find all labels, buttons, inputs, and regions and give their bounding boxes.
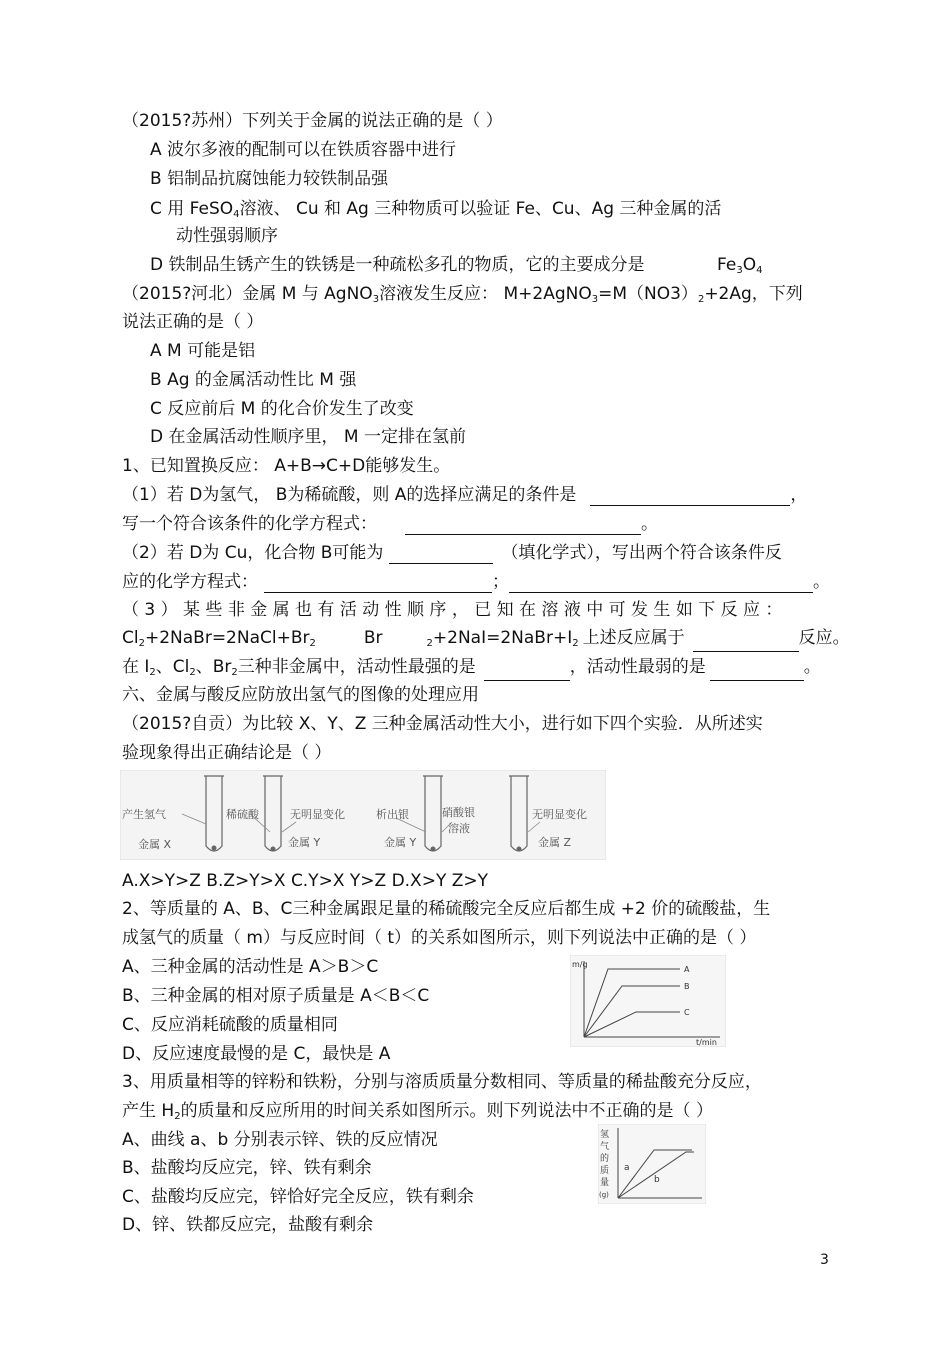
- q3-graph: [598, 1124, 706, 1204]
- y-axis-label-char: 量: [600, 1178, 610, 1188]
- fig-label: 金属 Z: [538, 836, 572, 849]
- q-suzhou-option-b: B 铝制品抗腐蚀能力较铁制品强: [150, 169, 389, 189]
- q1-part3-line2: [122, 627, 850, 652]
- text-run: 反应。: [798, 628, 850, 648]
- text-run: 溶液、 Cu 和 Ag 三种物质可以验证 Fe、Cu、Ag 三种金属的活: [239, 199, 722, 219]
- q2-stem-cont: 成氢气的质量（ m）与反应时间（ t）的关系如图所示，则下列说法中正确的是（ ）: [122, 928, 757, 948]
- test-tube-figure: [120, 770, 606, 860]
- q2-option-b: B、三种金属的相对原子质量是 A＜B＜C: [122, 986, 430, 1006]
- subscript: 2: [174, 1111, 181, 1122]
- subscript: 3: [591, 294, 599, 305]
- text-run: =M（NO: [598, 284, 671, 304]
- y-axis-label: m/g: [572, 960, 588, 969]
- text-run: Fe: [717, 255, 737, 275]
- fig-label: 稀硫酸: [226, 808, 259, 821]
- text-run: ，活动性最弱的是: [569, 657, 706, 677]
- q-zigong-stem-cont: 验现象得出正确结论是（ ）: [122, 743, 332, 763]
- y-axis-label-char: 氢: [600, 1130, 610, 1140]
- subscript: 2: [572, 638, 579, 649]
- answer-blank[interactable]: [693, 633, 799, 652]
- q1-part3-line1: （3）某些非金属也有活动性顺序，已知在溶液中可发生如下反应：: [122, 600, 788, 620]
- y-axis-label-char: 质: [600, 1166, 610, 1176]
- q1-stem: 1、已知置换反应： A+B→C+D能够发生。: [122, 456, 451, 476]
- text-run: 的质量和反应所用的时间关系如图所示。则下列说法中不正确的是（ ）: [180, 1101, 713, 1121]
- q-suzhou-option-a: A 波尔多液的配制可以在铁质容器中进行: [150, 140, 457, 160]
- q-suzhou-option-d: D 铁制品生锈产生的铁锈是一种疏松多孔的物质，它的主要成分是: [150, 255, 645, 275]
- fig-label: 无明显变化: [532, 808, 587, 821]
- text-run: （2015?河北）金属 M 与 AgNO: [122, 284, 373, 304]
- q3-option-d: D、锌、铁都反应完，盐酸有剩余: [122, 1215, 374, 1235]
- answer-blank[interactable]: [405, 516, 641, 535]
- x-axis-label: t/min: [696, 1038, 717, 1047]
- answer-blank[interactable]: [509, 574, 813, 593]
- text-run: 产生 H: [122, 1101, 175, 1121]
- q2-option-a: A、三种金属的活动性是 A＞B＞C: [122, 957, 379, 977]
- answer-blank[interactable]: [484, 662, 570, 681]
- answer-blank[interactable]: [264, 574, 492, 593]
- text-run: 、Cl: [155, 657, 190, 677]
- answer-blank[interactable]: [389, 545, 493, 564]
- series-label: C: [684, 1008, 690, 1017]
- fig-label: 金属 Y: [288, 836, 321, 849]
- q-hebei-option-d: D 在金属活动性顺序里， M 一定排在氢前: [150, 427, 466, 447]
- fig-label: 硝酸银: [442, 806, 475, 819]
- text-run: 。: [641, 514, 658, 534]
- text-run: 、Br: [195, 657, 232, 677]
- series-label: B: [684, 982, 690, 991]
- q-suzhou-option-c-cont: 动性强弱顺序: [176, 226, 278, 246]
- text-run: 应的化学方程式：: [122, 572, 258, 592]
- series-label: a: [624, 1163, 630, 1173]
- q-suzhou-option-d-formula: [717, 254, 762, 279]
- fig-label: 溶液: [448, 822, 470, 835]
- q-hebei-option-b: B Ag 的金属活动性比 M 强: [150, 370, 357, 390]
- answer-blank[interactable]: [590, 487, 790, 506]
- text-run: ；: [492, 572, 509, 592]
- q2-stem: 2、等质量的 A、B、C三种金属跟足量的稀硫酸完全反应后都生成 +2 价的硫酸盐，生: [122, 899, 771, 919]
- text-run: 。: [813, 572, 830, 592]
- q-hebei-option-c: C 反应前后 M 的化合价发生了改变: [150, 399, 414, 419]
- q2-option-d: D、反应速度最慢的是 C，最快是 A: [122, 1044, 391, 1064]
- text-run: 溶液发生反应： M+2AgNO: [379, 284, 592, 304]
- q1-part3-line3: [122, 656, 821, 681]
- text-run: +2Ag，下列: [704, 284, 803, 304]
- text-run: 写一个符合该条件的化学方程式：: [122, 514, 377, 534]
- q3-option-c: C、盐酸均反应完，锌恰好完全反应，铁有剩余: [122, 1187, 474, 1207]
- q3-option-a: A、曲线 a、b 分别表示锌、铁的反应情况: [122, 1130, 438, 1150]
- subscript: 2: [189, 667, 196, 678]
- y-axis-label-char: 气: [600, 1142, 610, 1152]
- fig-label: 无明显变化: [290, 808, 345, 821]
- fig-label: 产生氢气: [122, 808, 166, 821]
- series-label: b: [654, 1175, 660, 1185]
- q1-part2-line2: [122, 571, 830, 593]
- y-axis-label-char: 的: [600, 1154, 610, 1164]
- q-suzhou-stem: （2015?苏州）下列关于金属的说法正确的是（ ）: [122, 111, 503, 131]
- q-hebei-stem: [122, 283, 803, 308]
- q2-option-c: C、反应消耗硫酸的质量相同: [122, 1015, 338, 1035]
- q1-part1-line1: [122, 484, 807, 506]
- answer-blank[interactable]: [710, 662, 804, 681]
- fig-label: 金属 Y: [384, 836, 417, 849]
- subscript: 2: [309, 638, 316, 649]
- y-axis-label-char: (g): [599, 1191, 609, 1199]
- text-run: （填化学式），写出两个符合该条件反: [501, 543, 782, 563]
- text-run: C 用 FeSO: [150, 199, 234, 219]
- text-run: 在 I: [122, 657, 150, 677]
- q-hebei-option-a: A M 可能是铝: [150, 341, 256, 361]
- q3-stem-cont: [122, 1100, 713, 1125]
- q2-graph: [570, 955, 726, 1047]
- text-run: +2NaBr=2NaCl+Br: [144, 628, 310, 648]
- text-run: Br: [363, 628, 383, 648]
- text-run: 。: [803, 657, 821, 677]
- q1-part1-line2: [122, 513, 658, 535]
- fig-label: 析出银: [376, 808, 409, 821]
- subscript: 2: [426, 638, 433, 649]
- text-run: 三种非金属中，活动性最强的是: [237, 657, 476, 677]
- subscript: 3: [736, 265, 743, 276]
- text-run: 上述反应属于: [582, 628, 685, 648]
- subscript: 4: [756, 265, 763, 276]
- section-heading: 六、金属与酸反应防放出氢气的图像的处理应用: [122, 685, 479, 705]
- q1-part2-line1: [122, 542, 782, 564]
- text-run: 3）: [670, 284, 698, 304]
- text-run: （2）若 D为 Cu，化合物 B可能为: [122, 543, 384, 563]
- q3-option-b: B、盐酸均反应完，锌、铁有剩余: [122, 1158, 372, 1178]
- text-run: （1）若 D为氢气， B为稀硫酸，则 A的选择应满足的条件是: [122, 485, 577, 505]
- q-zigong-stem: （2015?自贡）为比较 X、Y、Z 三种金属活动性大小，进行如下四个实验．从所述实: [122, 714, 763, 734]
- subscript: 2: [138, 638, 145, 649]
- q-zigong-options: A.X>Y>Z B.Z>Y>X C.Y>X Y>Z D.X>Y Z>Y: [122, 871, 489, 891]
- text-run: +2NaI=2NaBr+I: [432, 628, 573, 648]
- subscript: 2: [149, 667, 156, 678]
- fig-label: 金属 X: [138, 838, 172, 851]
- text-run: O: [742, 255, 757, 275]
- text-run: ，: [790, 485, 808, 505]
- text-run: Cl: [122, 628, 139, 648]
- series-label: A: [684, 965, 690, 974]
- page-number: 3: [820, 1252, 829, 1268]
- subscript: 2: [231, 667, 238, 678]
- subscript: 3: [372, 294, 380, 305]
- subscript: 2: [697, 294, 705, 305]
- q-suzhou-option-c: [150, 198, 721, 223]
- q-hebei-stem-cont: 说法正确的是（ ）: [122, 312, 264, 332]
- subscript: 4: [233, 209, 240, 220]
- q3-stem: 3、用质量相等的锌粉和铁粉，分别与溶质质量分数相同、等质量的稀盐酸充分反应，: [122, 1072, 762, 1092]
